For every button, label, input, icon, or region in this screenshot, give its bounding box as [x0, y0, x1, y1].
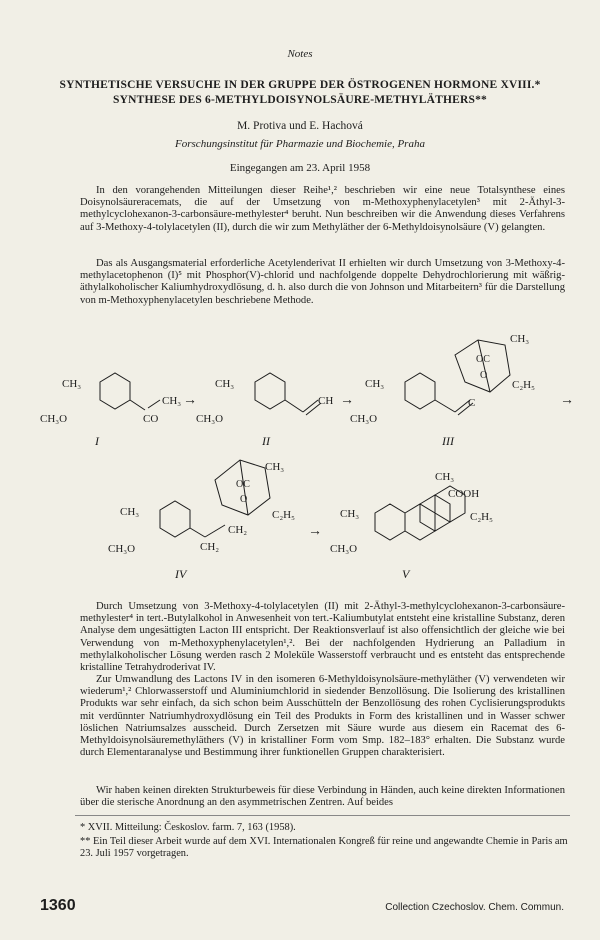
cooh-group: COOH: [448, 488, 480, 500]
c-atom: C: [468, 397, 476, 409]
footnote-rule: [75, 815, 570, 816]
ch2-group: CH₂: [200, 541, 220, 553]
ch3-group: CH₃: [340, 508, 360, 520]
ch2-group: CH₂: [228, 524, 248, 536]
o-atom: O: [480, 370, 488, 381]
ch3-group: CH₃: [435, 471, 455, 483]
c2h5-group: C₂H₅: [272, 509, 295, 521]
authors: M. Protiva und E. Hachová: [237, 120, 363, 132]
oc-group: OC: [476, 354, 490, 365]
paragraph-5: Wir haben keinen direkten Strukturbeweis für diese Verbindung in Händen, auch keine direkten Informationen über die sterische Anordnung an den asymmetrischen Zentren. Auf beides: [80, 785, 565, 809]
och3-group: CH₃O: [196, 413, 224, 425]
oc-group: OC: [236, 479, 250, 490]
ch-group: CH: [318, 395, 334, 407]
compound-label-II: II: [262, 434, 270, 448]
reaction-arrow: →: [308, 524, 322, 539]
ch3-group: CH₃: [365, 378, 385, 390]
compound-label-IV: IV: [175, 567, 187, 581]
article-title: SYNTHETISCHE VERSUCHE IN DER GRUPPE DER ÖSTROGENEN HORMONE XVIII.* SYNTHESE DES 6-METHYLDOISYNOLSÄURE-METHYLÄTHERS**: [59, 79, 541, 106]
footnote-2: ** Ein Teil dieser Arbeit wurde auf dem XVI. Internationalen Kongreß für reine und angewandte Chemie in Paris am 23. Juli 1957 vorgetragen.: [80, 836, 568, 859]
journal-name: Collection Czechoslov. Chem. Commun.: [385, 902, 564, 913]
o-atom: O: [240, 494, 248, 505]
och3-group: CH₃O: [350, 413, 378, 425]
running-head: Notes: [287, 48, 313, 60]
paragraph-4: Zur Umwandlung des Lactons IV in den isomeren 6-Methyldoisynolsäure-methyläther (V) verwendeten wir wiederum¹,² Chlorwasserstoff und Aluminiumchlorid in siedender Benzollösung. Die Isolierung des kristallinen Produkts war sehr einfach, da sich schon beim Ausschütteln der Benzollösung des rohen Cyclisierungsprodukts mit verdünnter Natriumhydroxydlösung ein Teil des Produkts in Form des kristallinen und in Wasser schwer löslichen Natriumsalzes ausscheid. Durch Zersetzen mit Säure wurde aus diesem ein Racemat des 6-Methyldoisynolsäuremethyläthers (V) in kristalliner Form vom Smp. 182–183° erhalten. Die Substanz wurde durch Elementaranalyse und Bestimmung ihrer funktionellen Gruppen charakterisiert.: [80, 674, 565, 759]
ch3-group: CH₃: [265, 461, 285, 473]
och3-group: CH₃O: [108, 543, 136, 555]
compound-label-III: III: [442, 434, 454, 448]
footnote-1: * XVII. Mitteilung: Českoslov. farm. 7, 163 (1958).: [80, 822, 296, 833]
compound-label-V: V: [402, 567, 410, 581]
paragraph-2: Das als Ausgangsmaterial erforderliche Acetylenderivat II erhielten wir durch Umsetzung von 3-Methoxy-4-methylacetophenon (I)⁵ mit Phosphor(V)-chlorid und nachfolgende doppelte Dehydrochlorierung mit wäßrig-äthylalkoholischer Kaliumhydroxydlösung, d. h. also durch die von Johnson und Mitarbeitern³ für die Darstellung von m-Methoxyphenylacetylen beschriebene Methode.: [80, 258, 565, 306]
ch3-group: CH₃: [62, 378, 82, 390]
reaction-scheme: [0, 320, 600, 600]
institution: Forschungsinstitut für Pharmazie und Biochemie, Praha: [175, 138, 425, 150]
paragraph-3: Durch Umsetzung von 3-Methoxy-4-tolylacetylen (II) mit 2-Äthyl-3-methylcyclohexanon-3-carbonsäure-methylester⁴ in tert.-Butylalkohol in Anwesenheit von tert.-Kaliumbutylat entsteht eine kristalline Substanz, deren Analyse dem ungesättigten Lacton III entspricht. Der Reaktionsverlauf ist also offensichtlich der gleiche wie bei Verwendung von m-Methoxyphenylacetylen¹,². Bei der nachfolgenden Hydrierung an Palladium in methylalkoholischer Lösung werden rasch 2 Moleküle Wasserstoff verbraucht und es entsteht das entsprechende kristalline Tetrahydroderivat IV.: [80, 601, 565, 674]
received-date: Eingegangen am 23. April 1958: [229, 162, 371, 174]
reaction-arrow: →: [183, 393, 197, 408]
ch3-group: CH₃: [120, 506, 140, 518]
c2h5-group: C₂H₅: [470, 511, 493, 523]
reaction-arrow: →: [560, 393, 574, 408]
ch3-group: CH₃: [162, 395, 182, 407]
co-group: CO: [143, 413, 159, 425]
compound-label-I: I: [95, 434, 99, 448]
page-number: 1360: [40, 897, 76, 914]
och3-group: CH₃O: [330, 543, 358, 555]
reaction-arrow: →: [340, 393, 354, 408]
c2h5-group: C₂H₅: [512, 379, 535, 391]
paragraph-1: In den vorangehenden Mitteilungen dieser Reihe¹,² beschrieben wir eine neue Totalsynthese eines Doisynolsäureracemats, die auf der Umsetzung von m-Methoxyphenylacetylen³ mit 2-Äthyl-3-methylcyclohexanon-3-carbonsäure-methylester⁴ beruht. Nun beschreiben wir die Anwendung dieses Verfahrens auf 3-Methoxy-4-tolylacetylen (II), durch die wir zum Methyläther der 6-Methyldoisynolsäure (V) gelangten.: [80, 185, 565, 233]
och3-group: CH₃O: [40, 413, 68, 425]
ch3-group: CH₃: [510, 333, 530, 345]
ch3-group: CH₃: [215, 378, 235, 390]
